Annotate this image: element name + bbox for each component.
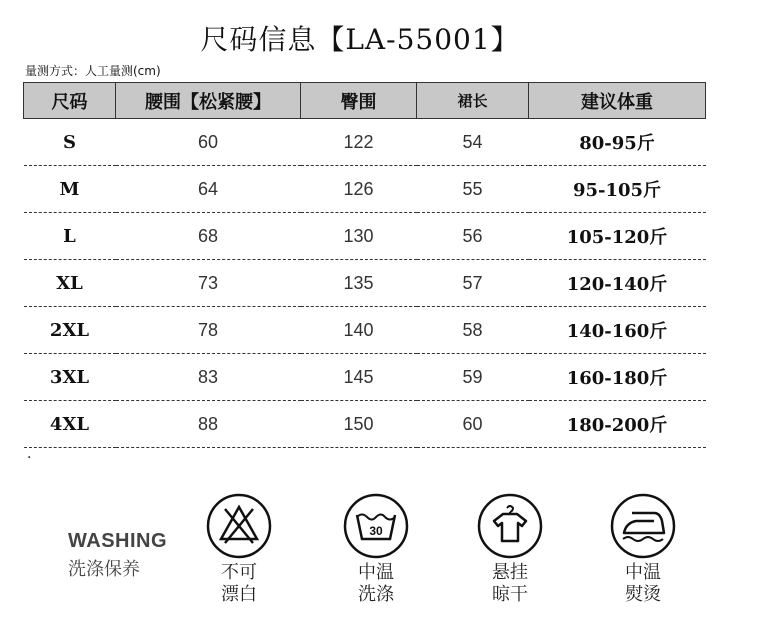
table-row: [24, 260, 706, 307]
cell-length: 54: [417, 119, 529, 166]
cell-waist: 68: [116, 213, 301, 260]
stray-dot: .: [27, 446, 32, 462]
cell-size: 2XL: [24, 307, 116, 354]
cell-length: 58: [417, 307, 529, 354]
cell-size: 4XL: [24, 401, 116, 448]
measurement-method: 量测方式：人工量测(cm): [25, 64, 161, 78]
cell-hip: 122: [301, 119, 417, 166]
header-length: 裙长: [417, 83, 529, 119]
care-label-line2: 熨烫: [625, 584, 661, 605]
page-title: 尺码信息【LA-55001】: [200, 23, 520, 56]
cell-waist: 60: [116, 119, 301, 166]
cell-length: 59: [417, 354, 529, 401]
cell-length: 56: [417, 213, 529, 260]
cell-waist: 64: [116, 166, 301, 213]
cell-hip: 140: [301, 307, 417, 354]
cell-size: XL: [24, 260, 116, 307]
table-row: [24, 354, 706, 401]
cell-waist: 88: [116, 401, 301, 448]
table-row: [24, 166, 706, 213]
cell-size: M: [24, 166, 116, 213]
care-label-line1: 悬挂: [492, 562, 528, 583]
cell-hip: 130: [301, 213, 417, 260]
cell-waist: 78: [116, 307, 301, 354]
table-header-row: [24, 83, 706, 119]
table-row: [24, 401, 706, 448]
cell-weight: 160-180斤: [529, 354, 706, 401]
cell-waist: 73: [116, 260, 301, 307]
care-label-line2: 洗涤: [358, 584, 394, 605]
care-label-line1: 中温: [358, 562, 394, 583]
cell-length: 55: [417, 166, 529, 213]
cell-weight: 95-105斤: [529, 166, 706, 213]
hang-dry-icon: [477, 493, 543, 559]
washing-title-en: WASHING: [68, 530, 168, 552]
header-size: 尺码: [24, 83, 116, 119]
care-iron-medium: [598, 493, 688, 606]
cell-weight: 140-160斤: [529, 307, 706, 354]
cell-hip: 135: [301, 260, 417, 307]
cell-length: 57: [417, 260, 529, 307]
wash-30-icon: [343, 493, 409, 559]
care-label-line1: 不可: [221, 562, 257, 583]
cell-waist: 83: [116, 354, 301, 401]
cell-hip: 126: [301, 166, 417, 213]
cell-hip: 145: [301, 354, 417, 401]
header-hip: 臀围: [301, 83, 417, 119]
cell-length: 60: [417, 401, 529, 448]
cell-hip: 150: [301, 401, 417, 448]
size-table: [23, 82, 706, 448]
cell-size: L: [24, 213, 116, 260]
care-label-line2: 漂白: [221, 584, 257, 605]
header-waist: 腰围【松紧腰】: [116, 83, 301, 119]
cell-weight: 120-140斤: [529, 260, 706, 307]
care-no-bleach: [194, 493, 284, 606]
care-label-line2: 晾干: [492, 584, 528, 605]
cell-weight: 80-95斤: [529, 119, 706, 166]
wash-temp-label: 30: [369, 524, 383, 538]
care-label-line1: 中温: [625, 562, 661, 583]
care-wash-30: [331, 493, 421, 606]
care-hang-dry: [465, 493, 555, 606]
no-bleach-icon: [206, 493, 272, 559]
table-row: [24, 307, 706, 354]
washing-title-cn: 洗涤保养: [68, 559, 140, 580]
header-weight: 建议体重: [529, 83, 706, 119]
cell-size: 3XL: [24, 354, 116, 401]
iron-medium-icon: [610, 493, 676, 559]
cell-weight: 105-120斤: [529, 213, 706, 260]
table-row: [24, 213, 706, 260]
cell-weight: 180-200斤: [529, 401, 706, 448]
table-row: [24, 119, 706, 166]
washing-heading: [68, 530, 167, 581]
cell-size: S: [24, 119, 116, 166]
